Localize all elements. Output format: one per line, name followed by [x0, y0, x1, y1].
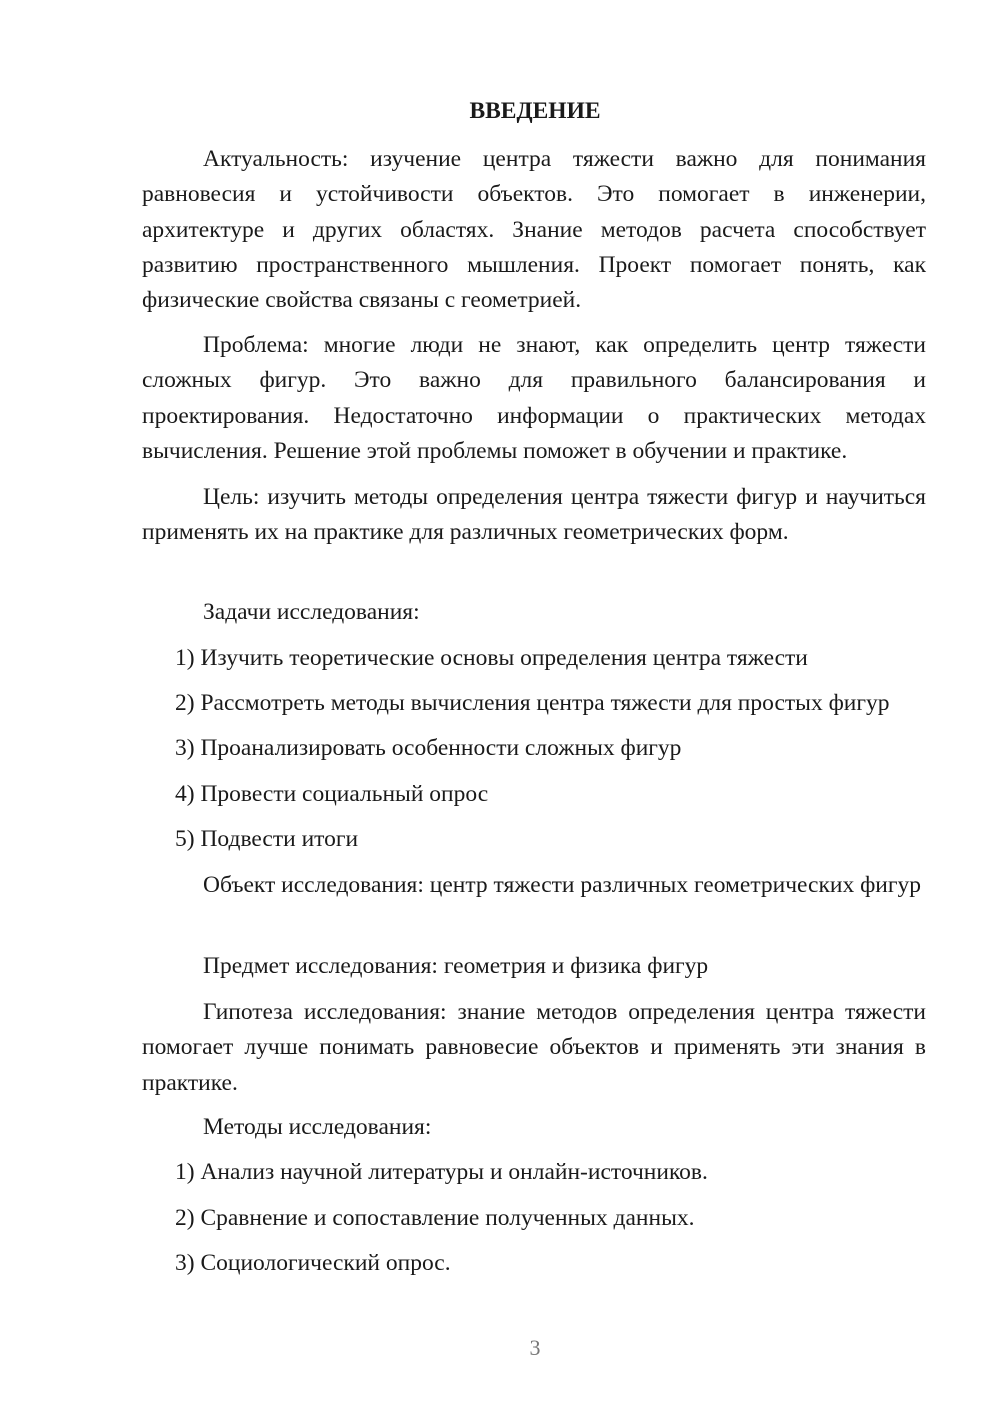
problem-paragraph: Проблема: многие люди не знают, как определить центр тяжести сложных фигур. Это важно для правильного балансирования и проектирования. Недостаточно информации о практических методах вычисления. Решение этой проблемы поможет в обучении и практике.: [142, 332, 926, 464]
hypothesis-paragraph: Гипотеза исследования: знание методов определения центра тяжести помогает лучше понимать равновесие объектов и применять эти знания в практике.: [142, 999, 926, 1096]
task-item: 5) Подвести итоги: [175, 826, 359, 852]
relevance-paragraph: Актуальность: изучение центра тяжести важно для понимания равновесия и устойчивости объектов. Это помогает в инженерии, архитектуре и других областях. Знание методов расчета способствует развитию пространственного мышления. Проект помогает понять, как физические свойства связаны с геометрией.: [142, 146, 926, 314]
goal-paragraph: Цель: изучить методы определения центра тяжести фигур и научиться применять их на практике для различных геометрических форм.: [142, 484, 926, 546]
tasks-heading: Задачи исследования:: [203, 599, 420, 625]
task-item: 1) Изучить теоретические основы определения центра тяжести: [175, 645, 808, 671]
method-item: 3) Социологический опрос.: [175, 1250, 451, 1276]
page-title: ВВЕДЕНИЕ: [469, 98, 601, 124]
methods-heading: Методы исследования:: [203, 1114, 432, 1140]
task-item: 4) Провести социальный опрос: [175, 781, 489, 807]
page-number: 3: [529, 1335, 541, 1360]
method-item: 1) Анализ научной литературы и онлайн-источников.: [175, 1159, 708, 1185]
task-item: 3) Проанализировать особенности сложных фигур: [175, 735, 682, 761]
subject-line: Предмет исследования: геометрия и физика фигур: [203, 953, 709, 979]
method-item: 2) Сравнение и сопоставление полученных данных.: [175, 1205, 695, 1231]
object-paragraph: Объект исследования: центр тяжести различных геометрических фигур: [203, 872, 922, 898]
task-item: 2) Рассмотреть методы вычисления центра тяжести для простых фигур: [175, 690, 890, 716]
